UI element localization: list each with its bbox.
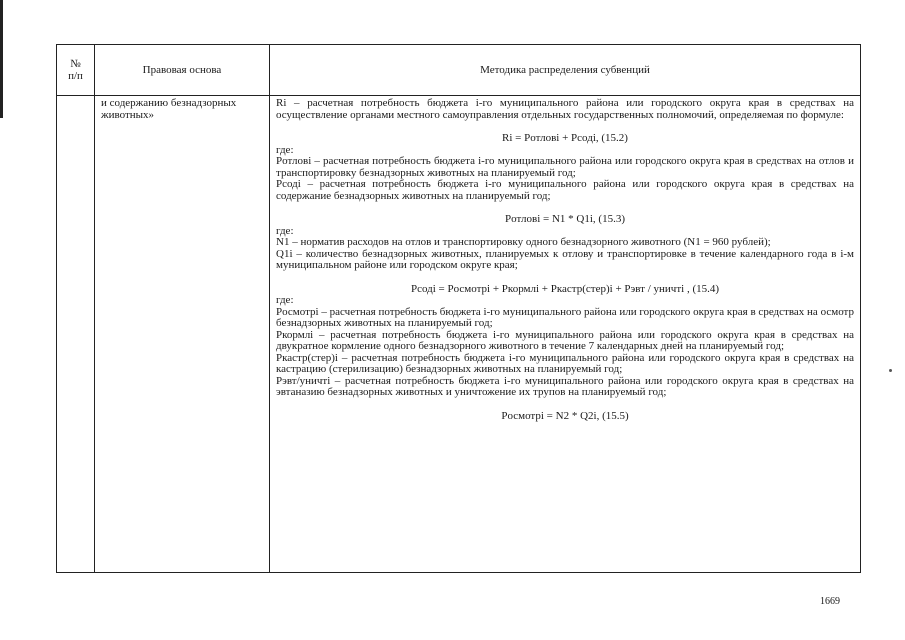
paragraph-n1: N1 – норматив расходов на отлов и транспортировку одного безнадзорного животного (N1 = 960 рублей); [276, 236, 771, 248]
paragraph-pkorml: Pкормлі – расчетная потребность бюджета i-го муниципального района или городского округа края в средствах на двукратное кормление одного безнадзорного животного в течение 7 календарных дней на планируемый год; [276, 328, 854, 352]
where-label: где: [276, 294, 294, 306]
legal-basis-cell [95, 96, 270, 573]
formula-15-2: Ri = Pотлові + Pсоді, (15.2) [502, 132, 628, 144]
paragraph-pkastr: Pкастр(стер)і – расчетная потребность бюджета i-го муниципального района или городского округа края в средствах на кастрацию (стерилизацию) безнадзорных животных на планируемый год; [276, 351, 854, 375]
paragraph-posmotr: Pосмотрі – расчетная потребность бюджета i-го муниципального района или городского округа края в средствах на осмотр безнадзорных животных на планируемый год; [276, 305, 854, 329]
subsidy-table [56, 44, 861, 573]
header-number: № п/п [57, 45, 95, 96]
legal-basis-text: и содержанию безнадзорных животных» [101, 97, 237, 121]
formula-15-4: Pсоді = Pосмотрі + Pкормлі + Pкастр(стер)і + Pэвт / уничті , (15.4) [410, 282, 720, 295]
where-label: где: [276, 143, 294, 156]
table-row [57, 96, 861, 573]
formula-15-5: Pосмотрі = N2 * Q2i, (15.5) [501, 409, 629, 422]
where-label: где: [276, 224, 294, 237]
methodology-cell [270, 96, 861, 573]
paragraph-pevt: Pэвт/уничті – расчетная потребность бюджета i-го муниципального района или городского округа края в средствах на эвтаназию безнадзорных животных и уничтожение их трупов на планируемый год; [276, 374, 854, 398]
page-number: 1669 [820, 596, 840, 607]
paragraph-ri-definition: Ri – расчетная потребность бюджета i-го муниципального района или городского округа края в средствах на осуществление органами местного самоуправления отдельных государственных полномочий, определяемая по формуле: [276, 97, 854, 121]
paragraph-q1i: Q1i – количество безнадзорных животных, планируемых к отлову и транспортировке в течение календарного года в i-м муниципальном районе или городском округе края; [276, 247, 854, 271]
header-methodology: Методика распределения субвенций [270, 45, 861, 96]
scan-edge-mark [0, 0, 3, 118]
header-legal-basis: Правовая основа [95, 45, 270, 96]
formula-15-3: Pотлові = N1 * Q1i, (15.3) [505, 213, 625, 225]
scan-speck [889, 369, 892, 372]
paragraph-psod: Pсоді – расчетная потребность бюджета i-го муниципального района или городского округа края в средствах на содержание безнадзорных животных на планируемый год; [276, 178, 854, 202]
row-number-cell [57, 96, 95, 573]
paragraph-potlov: Pотлові – расчетная потребность бюджета i-го муниципального района или городского округа края в средствах на отлов и транспортировку безнадзорных животных на планируемый год; [276, 155, 854, 179]
table-header-row [57, 45, 861, 96]
